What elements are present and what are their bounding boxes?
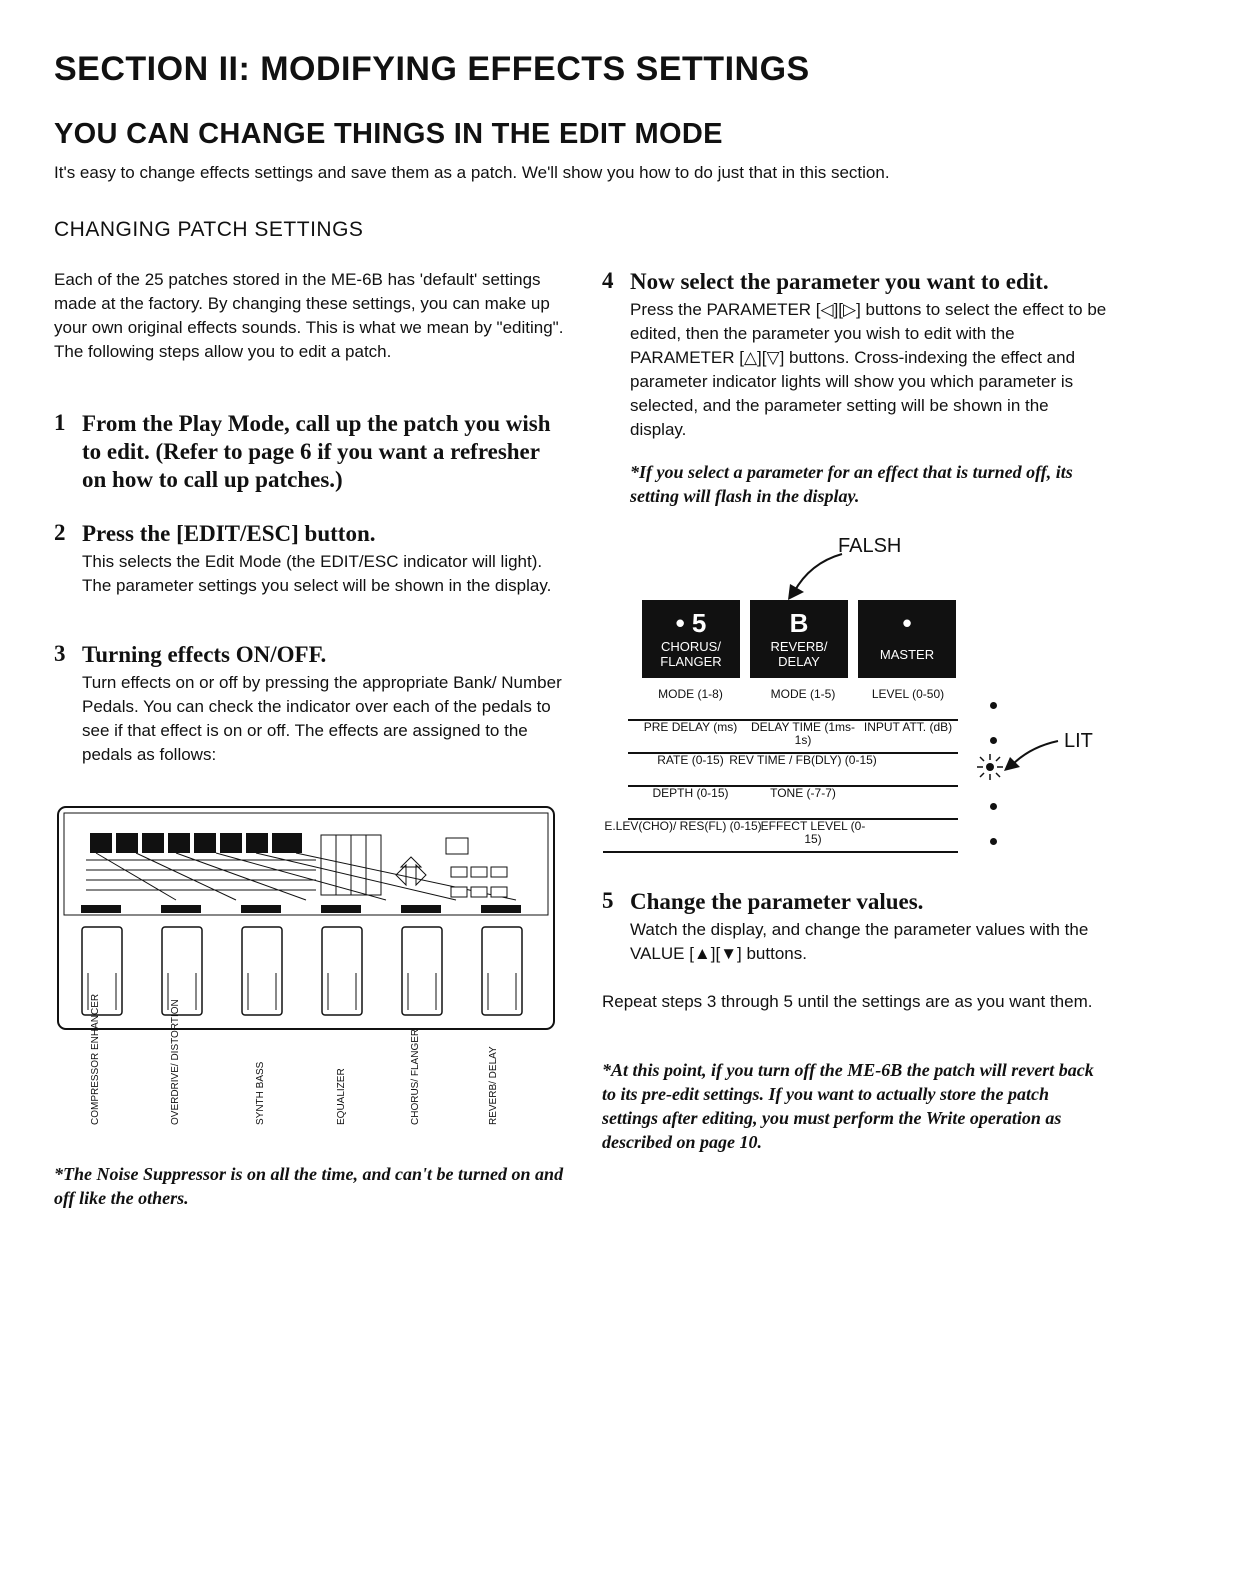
param-row [628,688,958,721]
step-5-desc: Watch the display, and change the parameter values with the VALUE [▲][▼] buttons. [630,920,1089,963]
section-heading: CHANGING PATCH SETTINGS [54,218,364,241]
display-label-reverb: REVERB/ DELAY [770,639,828,669]
step-2-number: 2 [54,520,66,545]
step-1-number: 1 [54,410,66,435]
step-2-desc: This selects the Edit Mode (the EDIT/ESC indicator will light). The parameter settings you select will be shown in the display. [82,552,552,595]
param-cell: REV TIME / FB(DLY) (0-15) [729,753,877,767]
lit-label: LIT [1064,730,1093,752]
left-intro-paragraph [54,268,564,364]
step-1-title: From the Play Mode, call up the patch you wish to edit. (Refer to page 6 if you want a refresher on how to call up patches.) [82,411,551,492]
display-segment-reverb [750,600,848,678]
intro-text: It's easy to change effects settings and save them as a patch. We'll show you how to do just that in this section. [54,163,890,182]
param-row [603,820,958,853]
param-cell: TONE (-7-7) [770,786,836,800]
param-cell: RATE (0-15) [657,753,724,767]
indicator-dot [990,838,997,845]
noise-suppressor-note: *The Noise Suppressor is on all the time, and can't be turned on and off like the others. [54,1164,564,1208]
param-cell: E.LEV(CHO)/ RES(FL) (0-15) [604,819,762,833]
param-row [628,787,958,820]
pedalboard-illustration [56,805,558,1035]
step-4-desc: Press the PARAMETER [◁][▷] buttons to select the effect to be edited, then the parameter you wish to edit with the PARAMETER [△][▽] buttons. Cross-indexing the effect and parameter indicator lights will show you which parameter is selected, and the parameter setting will be shown in the display. [630,300,1107,439]
indicator-dot [990,803,997,810]
param-cell: DEPTH (0-15) [652,786,729,800]
param-row [628,721,958,754]
display-segment-master [858,600,956,678]
revert-note: *At this point, if you turn off the ME-6B the patch will revert back to its pre-edit settings. If you want to actually store the patch settings after editing, you must perform the Write operation as described on page 10. [602,1060,1094,1152]
display-value-chorus: • 5 [675,608,707,638]
display-label-master: MASTER [879,647,935,662]
pedal-label-chorus: CHORUS/ FLANGER [410,1028,421,1125]
param-cell: MODE (1-8) [658,687,723,701]
step-3-title: Turning effects ON/OFF. [82,642,327,667]
step-5-number: 5 [602,888,614,913]
flash-label: FALSH [838,535,902,557]
display-value-master: • [902,608,912,638]
step-4-number: 4 [602,268,614,293]
step-3-desc: Turn effects on or off by pressing the appropriate Bank/ Number Pedals. You can check the indicator over each of the pedals to see if that effect is on or off. The effects are assigned to the pedals as follows: [82,673,562,764]
pedal-label-compressor: COMPRESSOR ENHANCER [90,993,101,1125]
param-cell: LEVEL (0-50) [871,687,945,701]
display-value-reverb: B [789,608,809,638]
flash-arrow-icon [780,548,850,603]
pedal-label-reverb: REVERB/ DELAY [488,1046,499,1125]
indicator-dot [990,702,997,709]
param-cell: INPUT ATT. (dB) [863,720,953,734]
param-row [628,754,958,787]
pedal-label-synth-bass: SYNTH BASS [255,1061,266,1125]
intro-paragraph-2: The following steps allow you to edit a patch. [54,342,392,361]
display-segment-chorus [642,600,740,678]
param-cell: EFFECT LEVEL (0-15) [760,819,866,846]
intro-paragraph-1: Each of the 25 patches stored in the ME-6B has 'default' settings made at the factory. By changing these settings, you can make up your own original effects sounds. This is what we mean by "editing". [54,270,564,337]
pedal-label-overdrive: OVERDRIVE/ DISTORTION [170,999,181,1125]
section-title: SECTION II: MODIFYING EFFECTS SETTINGS [54,50,810,88]
step-5-title: Change the parameter values. [630,889,924,914]
step-2-title: Press the [EDIT/ESC] button. [82,521,376,546]
step-3-number: 3 [54,641,66,666]
repeat-text: Repeat steps 3 through 5 until the settings are as you want them. [602,992,1093,1011]
pedal-label-equalizer: EQUALIZER [336,1068,347,1125]
page-subtitle: YOU CAN CHANGE THINGS IN THE EDIT MODE [54,118,723,150]
indicator-dot [990,737,997,744]
lit-arrow-icon [1000,735,1062,775]
step-4-title: Now select the parameter you want to edit. [630,269,1049,294]
param-cell: PRE DELAY (ms) [643,720,738,734]
flash-note: *If you select a parameter for an effect that is turned off, its setting will flash in the display. [630,462,1073,506]
display-label-chorus: CHORUS/ FLANGER [660,639,722,669]
param-cell: DELAY TIME (1ms-1s) [750,720,856,747]
param-cell: MODE (1-5) [770,687,836,701]
